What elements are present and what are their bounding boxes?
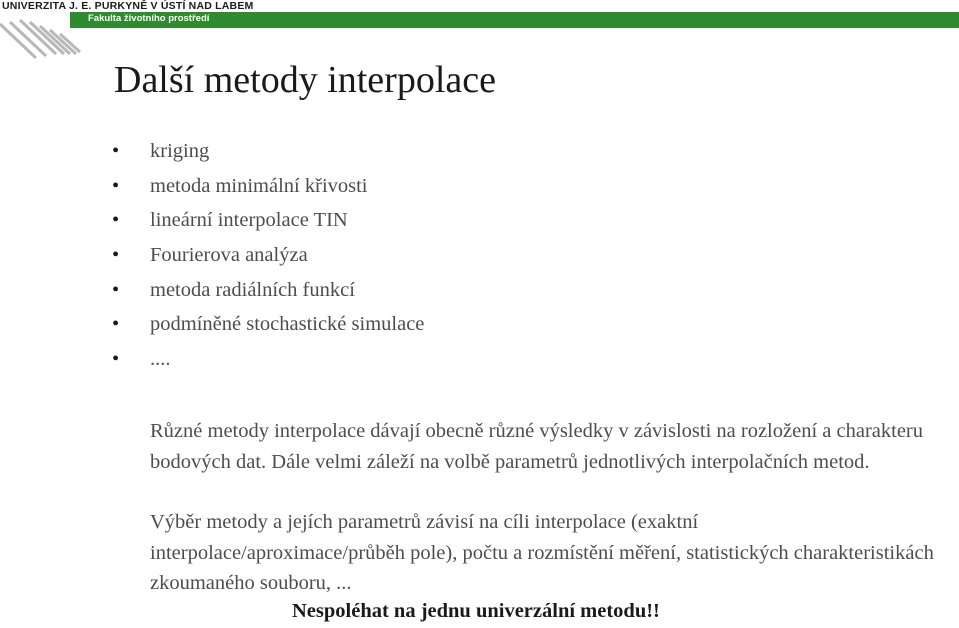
list-item — [112, 140, 424, 175]
bullet-icon: • — [112, 348, 120, 371]
list-item-text: kriging — [150, 140, 210, 162]
list-item — [112, 175, 424, 210]
university-name: UNIVERZITA J. E. PURKYNĚ V ÚSTÍ NAD LABEM — [2, 0, 254, 12]
list-item-text: lineární interpolace TIN — [150, 209, 348, 232]
list-item — [112, 279, 424, 314]
bullet-icon: • — [112, 140, 120, 162]
slide-title: Další metody interpolace — [114, 59, 496, 101]
list-item — [112, 244, 424, 279]
list-item-text: metoda minimální křivosti — [150, 174, 368, 197]
slide-header — [0, 0, 959, 60]
paragraph-method-choice: Výběr metody a jejích parametrů závisí na cíli interpolace (exaktní interpolace/aproximace/průběh pole), počtu a rozmístění měření, statistických charakteristikách zkoumaného souboru, ... — [150, 511, 934, 594]
list-item — [112, 313, 424, 348]
list-item — [112, 209, 424, 244]
bullet-icon: • — [112, 313, 120, 336]
list-item-text: podmíněné stochastické simulace — [150, 313, 425, 336]
bullet-icon: • — [112, 278, 120, 301]
list-item-text: metoda radiálních funkcí — [150, 278, 355, 301]
bullet-icon: • — [112, 209, 120, 232]
list-item — [112, 348, 424, 383]
conclusion-text: Nespoléhat na jednu univerzální metodu!! — [292, 600, 660, 622]
bullet-icon: • — [112, 174, 120, 197]
list-item-text: Fourierova analýza — [150, 244, 308, 267]
method-list — [112, 140, 424, 383]
paragraph-results-dependency: Různé metody interpolace dávají obecně různé výsledky v závislosti na rozložení a charakteru bodových dat. Dále velmi záleží na volbě parametrů jednotlivých interpolačních metod. — [150, 420, 923, 473]
list-item-text: .... — [150, 348, 171, 371]
faculty-name: Fakulta životního prostředí — [88, 13, 210, 24]
bullet-icon: • — [112, 244, 120, 267]
